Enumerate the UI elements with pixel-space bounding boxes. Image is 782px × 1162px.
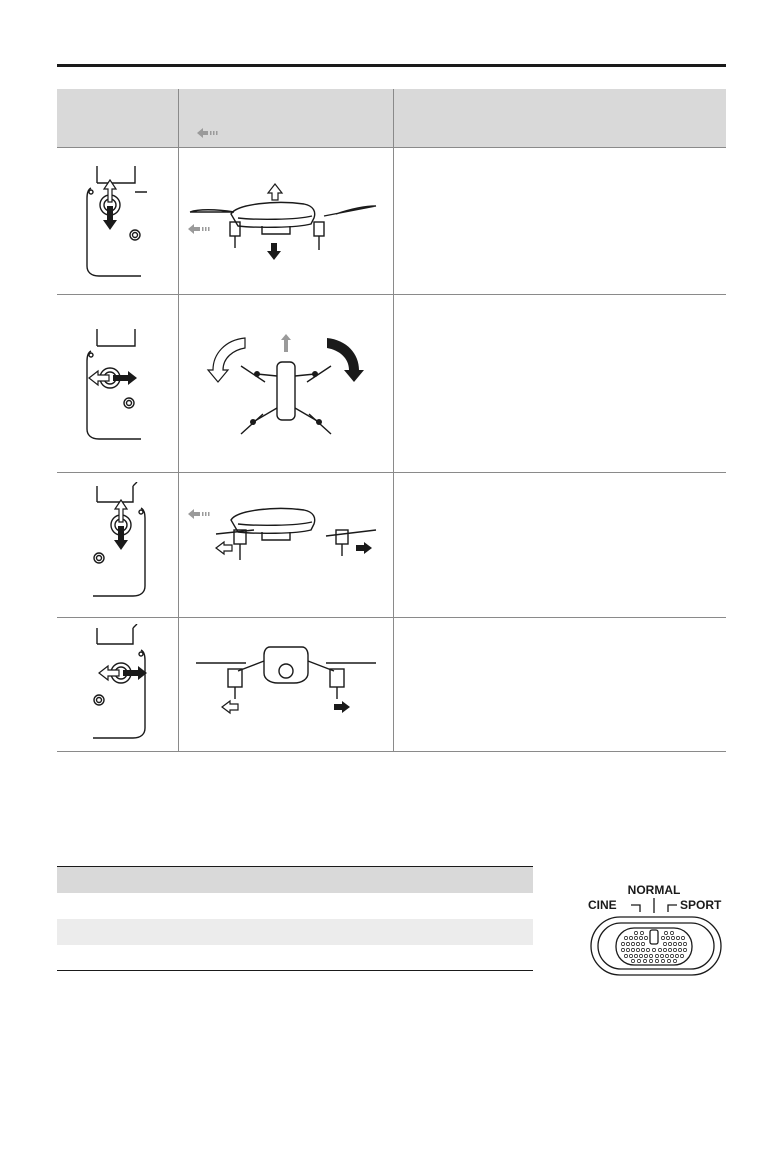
- table-row: [57, 919, 533, 945]
- mode-label-sport: SPORT: [680, 898, 722, 912]
- switch-grip-texture: [621, 931, 686, 962]
- drone-front-roll-icon: [186, 639, 386, 729]
- table-row: [57, 945, 533, 971]
- description-cell: [393, 294, 726, 472]
- right-stick-up-down-icon: [77, 482, 157, 607]
- mode-label-cine: CINE: [588, 898, 617, 912]
- description-cell: [393, 617, 726, 751]
- stick-cell: [57, 617, 178, 751]
- table-row: [57, 893, 533, 919]
- description-cell: [393, 147, 726, 294]
- drone-top-yaw-icon: [201, 318, 371, 448]
- drone-side-pitch-icon: [186, 500, 386, 590]
- stick-cell: [57, 472, 178, 617]
- flight-mode-switch[interactable]: [588, 880, 728, 978]
- right-stick-left-right-icon: [77, 624, 157, 744]
- table-header-row: [57, 89, 726, 147]
- stick-cell: [57, 147, 178, 294]
- table-row: [57, 294, 726, 472]
- table-row: [57, 147, 726, 294]
- table-row: [57, 472, 726, 617]
- flight-mode-table: [57, 866, 533, 971]
- aircraft-cell: [178, 147, 393, 294]
- top-rule: [57, 64, 726, 67]
- left-stick-up-down-icon: [77, 158, 157, 283]
- flight-mode-switch-illustration: [588, 880, 728, 978]
- aircraft-cell: [178, 472, 393, 617]
- stick-cell: [57, 294, 178, 472]
- table-header-row: [57, 867, 533, 893]
- left-stick-left-right-icon: [77, 321, 157, 446]
- table-row: [57, 617, 726, 751]
- description-cell: [393, 472, 726, 617]
- header-aircraft-cell: [178, 89, 393, 147]
- aircraft-cell: [178, 617, 393, 751]
- left-arrow-icon: [197, 128, 219, 138]
- drone-side-ascend-descend-icon: [186, 176, 386, 266]
- mode-label-normal: NORMAL: [627, 883, 681, 897]
- aircraft-cell: [178, 294, 393, 472]
- control-stick-table: [57, 89, 726, 752]
- header-stick-cell: [57, 89, 178, 147]
- header-description-cell: [393, 89, 726, 147]
